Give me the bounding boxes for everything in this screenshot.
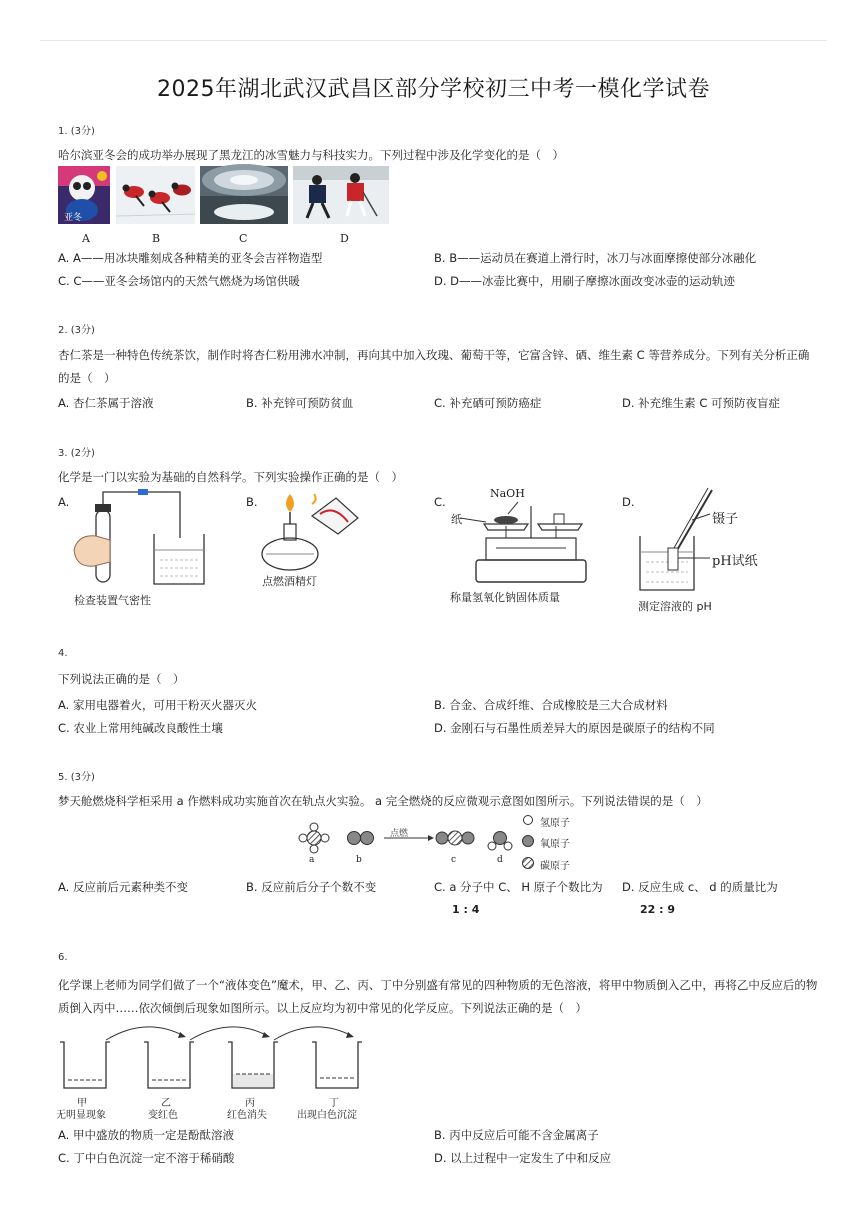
question-2-stem: 杏仁茶是一种特色传统茶饮，制作时将杏仁粉用沸水冲制，再向其中加入玫瑰、葡萄干等，它富含锌、硒、维生素 C 等营养成分。下列有关分析正确的是（ ）	[58, 348, 810, 385]
q3-option-d[interactable]: D.	[622, 495, 635, 509]
beaker-3-name: 丙	[245, 1098, 255, 1109]
q1-option-c[interactable]: C. C——亚冬会场馆内的天然气燃烧为场馆供暖	[58, 274, 300, 288]
legend-hydrogen: 氢原子	[540, 818, 570, 829]
balance-figure	[446, 486, 592, 586]
q2-option-c[interactable]: C. 补充硒可预防癌症	[434, 396, 542, 410]
c-label-paper: 纸	[451, 513, 462, 526]
photo-a-mascot	[58, 166, 110, 224]
photo-d-hockey	[293, 166, 389, 224]
reaction-microscopic-diagram	[296, 818, 526, 862]
atom-legend-icons	[520, 814, 536, 870]
legend-carbon: 碳原子	[540, 861, 570, 872]
photo-label-d: D	[340, 232, 349, 245]
q3-caption-c: 称量氢氧化钠固体质量	[450, 591, 560, 604]
q5-option-d-value: 22 : 9	[640, 903, 676, 916]
q1-option-d[interactable]: D. D——冰壶比赛中，用刷子摩擦冰面改变冰壶的运动轨迹	[434, 274, 736, 288]
q4-option-d[interactable]: D. 金刚石与石墨性质差异大的原因是碳原子的结构不同	[434, 721, 715, 735]
q1-option-b[interactable]: B. B——运动员在赛道上滑行时，冰刀与冰面摩擦使部分冰融化	[434, 251, 757, 265]
q3-option-c[interactable]: C.	[434, 495, 446, 509]
q5-option-a[interactable]: A. 反应前后元素种类不变	[58, 880, 188, 894]
question-6-stem: 化学课上老师为同学们做了一个“液体变色”魔术，甲、乙、丙、丁中分别盛有常见的四种物质的无色溶液，将甲中物质倒入乙中，再将乙中反应后的物质倒入丙中……依次倾倒后现象如图所示。以上反应均为初中常见的化学反应。下列说法正确的是（ ）	[58, 978, 818, 1015]
q3-caption-b: 点燃酒精灯	[262, 575, 317, 588]
question-4-stem: 下列说法正确的是（ ）	[58, 672, 185, 686]
q5-option-c-value: 1 : 4	[452, 903, 480, 916]
q2-option-b[interactable]: B. 补充锌可预防贫血	[246, 396, 354, 410]
q3-caption-a: 检查装置气密性	[74, 594, 151, 607]
d-label-tweezers: 镊子	[712, 512, 739, 527]
question-4-number: 4.	[58, 648, 68, 659]
c-label-naoh: NaOH	[490, 487, 525, 500]
q2-option-a[interactable]: A. 杏仁茶属于溶液	[58, 396, 154, 410]
legend-oxygen: 氧原子	[540, 839, 570, 850]
beaker-2-desc: 变红色	[148, 1110, 178, 1121]
mol-label-a: a	[309, 855, 315, 865]
q5-option-c[interactable]: C. a 分子中 C、 H 原子个数比为	[434, 880, 603, 894]
alcohol-lamp-figure	[258, 488, 368, 574]
question-1-number: 1. (3分)	[58, 126, 95, 137]
photo-label-a: A	[82, 232, 90, 245]
question-3-number: 3. (2分)	[58, 448, 95, 459]
beaker-4-desc: 出现白色沉淀	[297, 1110, 357, 1121]
beaker-2-name: 乙	[161, 1098, 171, 1109]
q3-option-a[interactable]: A.	[58, 495, 70, 509]
q6-option-c[interactable]: C. 丁中白色沉淀一定不溶于稀硝酸	[58, 1151, 235, 1165]
question-5-number: 5. (3分)	[58, 772, 95, 783]
question-2-number: 2. (3分)	[58, 325, 95, 336]
beaker-3-desc: 红色消失	[227, 1110, 267, 1121]
photo-label-b: B	[152, 232, 161, 245]
question-3-stem: 化学是一门以实验为基础的自然科学。下列实验操作正确的是（ ）	[58, 470, 403, 484]
photo-c-arena	[200, 166, 288, 224]
arrow-label-ignite: 点燃	[390, 829, 409, 839]
q3-option-b[interactable]: B.	[246, 495, 258, 509]
question-5-stem: 梦天舱燃烧科学柜采用 a 作燃料成功实施首次在轨点火实验。 a 完全燃烧的反应微观示意图如图所示。下列说法错误的是（ ）	[58, 794, 708, 808]
question-1-stem: 哈尔滨亚冬会的成功举办展现了黑龙江的冰雪魅力与科技实力。下列过程中涉及化学变化的是（ ）	[58, 148, 564, 162]
page-title: 2025年湖北武汉武昌区部分学校初三中考一模化学试卷	[157, 77, 710, 102]
beaker-1-name: 甲	[77, 1098, 87, 1109]
question-6-number: 6.	[58, 952, 68, 963]
q4-option-a[interactable]: A. 家用电器着火，可用干粉灭火器灭火	[58, 698, 257, 712]
d-label-ph-paper: pH试纸	[712, 554, 758, 569]
ph-test-figure	[632, 486, 722, 596]
svg-text:亚冬: 亚冬	[64, 213, 83, 223]
photo-label-c: C	[239, 232, 248, 245]
q4-option-c[interactable]: C. 农业上常用纯碱改良酸性土壤	[58, 721, 223, 735]
q5-option-d[interactable]: D. 反应生成 c、 d 的质量比为	[622, 880, 778, 894]
q6-option-b[interactable]: B. 丙中反应后可能不含金属离子	[434, 1128, 599, 1142]
mol-label-d: d	[497, 855, 503, 865]
top-divider	[40, 40, 827, 41]
four-beakers-diagram	[56, 1022, 376, 1094]
q6-option-a[interactable]: A. 甲中盛放的物质一定是酚酞溶液	[58, 1128, 234, 1142]
beaker-1-desc: 无明显现象	[56, 1110, 106, 1121]
mol-label-b: b	[356, 855, 362, 865]
q3-caption-d: 测定溶液的 pH	[638, 600, 712, 613]
photo-b-skaters	[116, 166, 195, 224]
q6-option-d[interactable]: D. 以上过程中一定发生了中和反应	[434, 1151, 612, 1165]
airtightness-check-figure	[70, 488, 210, 588]
q1-option-a[interactable]: A. A——用冰块雕刻成各种精美的亚冬会吉祥物造型	[58, 251, 323, 265]
q2-option-d[interactable]: D. 补充维生素 C 可预防夜盲症	[622, 396, 781, 410]
q4-option-b[interactable]: B. 合金、合成纤维、合成橡胶是三大合成材料	[434, 698, 668, 712]
mol-label-c: c	[451, 855, 457, 865]
beaker-4-name: 丁	[329, 1098, 339, 1109]
q5-option-b[interactable]: B. 反应前后分子个数不变	[246, 880, 377, 894]
